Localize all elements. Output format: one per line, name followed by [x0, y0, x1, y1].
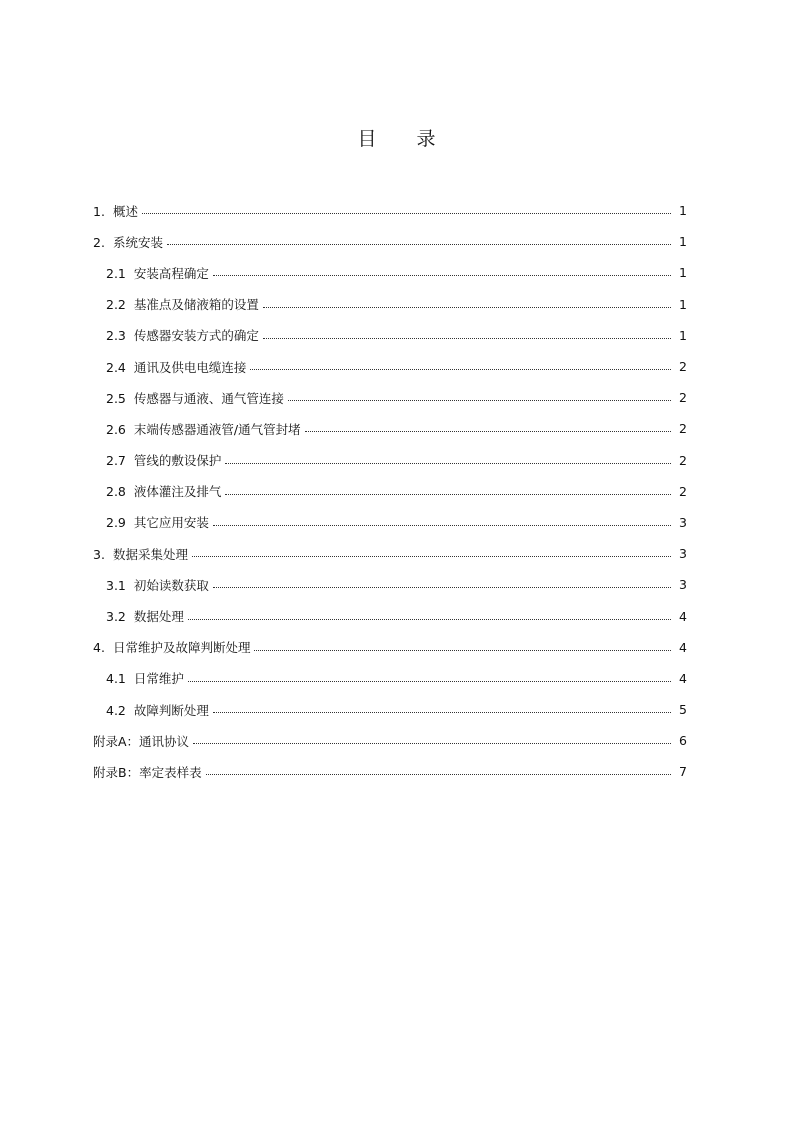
toc-dot-leader — [206, 774, 671, 775]
toc-entry[interactable] — [0, 569, 793, 600]
toc-entry-text: 管线的敷设保护 — [133, 453, 222, 469]
toc-entry[interactable] — [0, 725, 793, 756]
toc-entry-text: 日常维护及故障判断处理 — [112, 640, 251, 656]
toc-page-number: 1 — [679, 203, 687, 219]
toc-entry-text: 其它应用安装 — [133, 515, 209, 531]
toc-entry-number: 2.9 — [106, 515, 126, 531]
toc-dot-leader — [188, 619, 671, 620]
toc-entry[interactable] — [0, 257, 793, 288]
toc-entry-text: 传感器与通液、通气管连接 — [133, 390, 284, 406]
toc-entry-label — [93, 638, 252, 656]
toc-dot-leader — [263, 307, 671, 308]
toc-entry-text: 故障判断处理 — [133, 702, 209, 718]
table-of-contents — [0, 195, 793, 788]
toc-entry-label — [106, 669, 186, 687]
toc-entry-label — [106, 358, 248, 376]
toc-entry-number: 1. — [93, 203, 105, 219]
toc-page-number: 3 — [679, 577, 687, 593]
toc-entry-label — [106, 389, 286, 407]
toc-entry-number: 4.2 — [106, 702, 126, 718]
toc-entry-label — [106, 264, 211, 282]
toc-entry-number: 2.1 — [106, 265, 126, 281]
toc-entry-label — [106, 326, 261, 344]
toc-dot-leader — [250, 369, 671, 370]
toc-entry[interactable] — [0, 413, 793, 444]
toc-dot-leader — [254, 650, 671, 651]
toc-entry-label — [106, 576, 211, 594]
toc-entry-text: 传感器安装方式的确定 — [133, 328, 259, 344]
toc-page-number: 1 — [679, 265, 687, 281]
toc-entry-number: 2.4 — [106, 359, 126, 375]
toc-page-number: 1 — [679, 327, 687, 343]
toc-entry-number: 2.5 — [106, 390, 126, 406]
toc-entry-text: 概述 — [112, 203, 138, 219]
toc-entry-text: 数据处理 — [133, 609, 184, 625]
toc-entry-label — [93, 732, 191, 750]
toc-entry[interactable] — [0, 351, 793, 382]
toc-page-number: 2 — [679, 421, 687, 437]
toc-entry-number: 3.2 — [106, 609, 126, 625]
toc-page-number: 1 — [679, 234, 687, 250]
toc-entry[interactable] — [0, 538, 793, 569]
toc-entry-number: 3. — [93, 546, 105, 562]
toc-entry-number: 2.8 — [106, 484, 126, 500]
toc-entry-label — [106, 295, 261, 313]
toc-dot-leader — [288, 400, 671, 401]
toc-entry[interactable] — [0, 445, 793, 476]
toc-dot-leader — [225, 494, 671, 495]
toc-entry-number: 2.6 — [106, 421, 126, 437]
toc-dot-leader — [213, 275, 671, 276]
toc-dot-leader — [167, 244, 671, 245]
toc-page-number: 2 — [679, 452, 687, 468]
toc-entry-number: 2.3 — [106, 328, 126, 344]
toc-entry[interactable] — [0, 476, 793, 507]
page-title — [0, 124, 793, 151]
toc-page-number: 4 — [679, 639, 687, 655]
toc-entry[interactable] — [0, 600, 793, 631]
toc-entry-text: 附录B：率定表样表 — [93, 764, 202, 780]
toc-page-number: 3 — [679, 514, 687, 530]
toc-entry-text: 通讯及供电电缆连接 — [133, 359, 247, 375]
toc-entry-number: 2. — [93, 234, 105, 250]
toc-dot-leader — [225, 463, 671, 464]
toc-entry-text: 附录A：通讯协议 — [93, 733, 190, 749]
toc-page-number: 7 — [679, 764, 687, 780]
toc-entry-label — [93, 202, 140, 220]
toc-entry[interactable] — [0, 756, 793, 787]
toc-entry[interactable] — [0, 507, 793, 538]
toc-dot-leader — [305, 431, 671, 432]
toc-page-number: 2 — [679, 390, 687, 406]
toc-entry[interactable] — [0, 195, 793, 226]
toc-entry-label — [106, 420, 303, 438]
toc-entry-label — [93, 233, 165, 251]
toc-page-number: 2 — [679, 483, 687, 499]
toc-entry-number: 3.1 — [106, 577, 126, 593]
toc-entry[interactable] — [0, 226, 793, 257]
toc-entry-text: 系统安装 — [112, 234, 163, 250]
toc-entry-text: 液体灌注及排气 — [133, 484, 222, 500]
toc-page-number: 1 — [679, 296, 687, 312]
toc-page-number: 4 — [679, 608, 687, 624]
toc-entry[interactable] — [0, 289, 793, 320]
toc-entry-label — [106, 607, 186, 625]
title-char-1: 目 — [357, 128, 377, 150]
toc-dot-leader — [213, 712, 671, 713]
toc-entry-label — [106, 513, 211, 531]
toc-entry[interactable] — [0, 320, 793, 351]
toc-entry-label — [106, 451, 223, 469]
toc-entry[interactable] — [0, 382, 793, 413]
toc-dot-leader — [213, 587, 671, 588]
toc-page-number: 2 — [679, 359, 687, 375]
toc-entry-number: 2.7 — [106, 453, 126, 469]
toc-page-number: 4 — [679, 670, 687, 686]
toc-page-number: 3 — [679, 546, 687, 562]
toc-entry[interactable] — [0, 694, 793, 725]
toc-entry-label — [106, 482, 223, 500]
toc-dot-leader — [142, 213, 671, 214]
toc-page-number: 6 — [679, 733, 687, 749]
toc-dot-leader — [263, 338, 671, 339]
toc-entry-text: 安装高程确定 — [133, 265, 209, 281]
toc-dot-leader — [192, 556, 671, 557]
toc-entry-number: 2.2 — [106, 297, 126, 313]
toc-entry-label — [93, 545, 190, 563]
toc-entry-text: 末端传感器通液管/通气管封堵 — [133, 421, 301, 437]
title-char-2: 录 — [416, 128, 436, 150]
toc-entry-number: 4.1 — [106, 671, 126, 687]
toc-page-number: 5 — [679, 702, 687, 718]
toc-entry[interactable] — [0, 663, 793, 694]
toc-dot-leader — [193, 743, 671, 744]
toc-entry-text: 基准点及储液箱的设置 — [133, 297, 259, 313]
toc-entry-text: 日常维护 — [133, 671, 184, 687]
toc-entry-text: 初始读数获取 — [133, 577, 209, 593]
toc-entry-label — [106, 701, 211, 719]
toc-entry-text: 数据采集处理 — [112, 546, 188, 562]
toc-entry-number: 4. — [93, 640, 105, 656]
toc-dot-leader — [213, 525, 671, 526]
toc-entry-label — [93, 763, 204, 781]
toc-dot-leader — [188, 681, 671, 682]
toc-entry[interactable] — [0, 632, 793, 663]
